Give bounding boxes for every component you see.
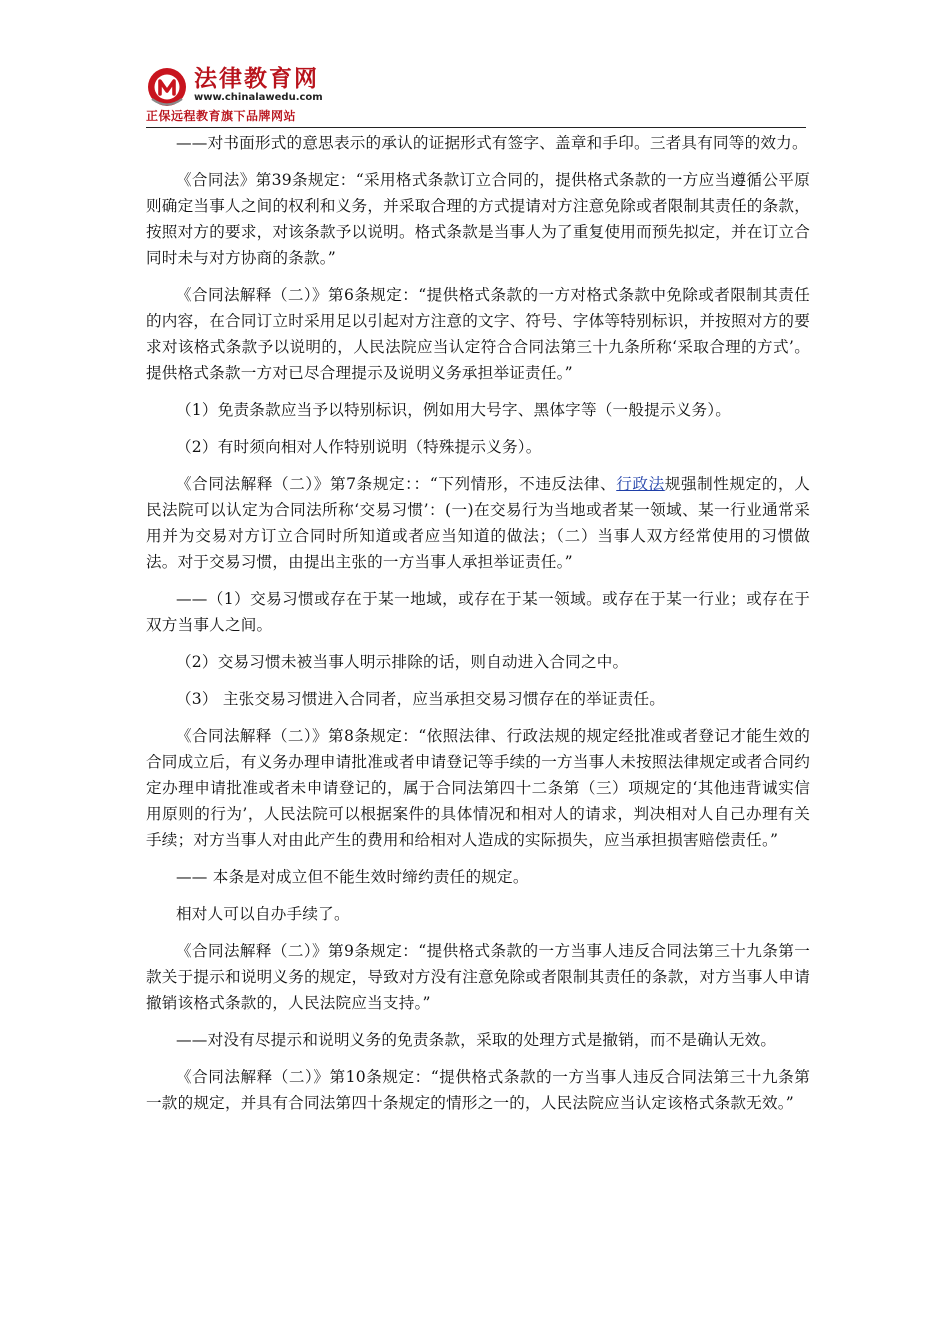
chinalawedu-logo-icon	[146, 66, 188, 108]
paragraph	[146, 471, 810, 575]
logo-slogan: 正保远程教育旗下品牌网站	[146, 109, 297, 123]
administrative-law-link[interactable]: 行政法	[616, 475, 665, 493]
paragraph: ——对书面形式的意思表示的承认的证据形式有签字、盖章和手印。三者具有同等的效力。	[176, 134, 808, 152]
paragraph: （2）有时须向相对人作特别说明（特殊提示义务）。	[176, 438, 542, 456]
paragraph: 《合同法解释（二）》第6条规定：“提供格式条款的一方对格式条款中免除或者限制其责任的内容，在合同订立时采用足以引起对方注意的文字、符号、字体等特别标识，并按照对方的要求对该格式条款予以说明的，人民法院应当认定符合合同法第三十九条所称‘采取合理的方式’。提供格式条款一方对已尽合理提示及说明义务承担举证责任。”	[146, 286, 810, 382]
paragraph: 《合同法》第39条规定：“采用格式条款订立合同的，提供格式条款的一方应当遵循公平原则确定当事人之间的权利和义务，并采取合理的方式提请对方注意免除或者限制其责任的条款，按照对方的要求，对该条款予以说明。格式条款是当事人为了重复使用而预先拟定，并在订立合同时未与对方协商的条款。”	[146, 171, 810, 267]
paragraph: ——（1）交易习惯或存在于某一地域，或存在于某一领域。或存在于某一行业；或存在于双方当事人之间。	[146, 590, 810, 634]
logo-title: 法律教育网	[194, 66, 319, 92]
paragraph: 《合同法解释（二）》第8条规定：“依照法律、行政法规的规定经批准或者登记才能生效的合同成立后，有义务办理申请批准或者申请登记等手续的一方当事人未按照法律规定或者合同约定办理申请批准或者未申请登记的，属于合同法第四十二条第（三）项规定的‘其他违背诚实信用原则的行为’，人民法院可以根据案件的具体情况和相对人的请求，判决相对人自己办理有关手续；对方当事人对由此产生的费用和给相对人造成的实际损失，应当承担损害赔偿责任。”	[146, 727, 810, 849]
paragraph: —— 本条是对成立但不能生效时缔约责任的规定。	[176, 868, 529, 886]
paragraph: （1）免责条款应当予以特别标识，例如用大号字、黑体字等（一般提示义务）。	[176, 401, 732, 419]
paragraph-text: 《合同法解释（二）》第7条规定：：“下列情形，不违反法律、	[176, 475, 617, 493]
paragraph: 《合同法解释（二）》第9条规定：“提供格式条款的一方当事人违反合同法第三十九条第一款关于提示和说明义务的规定，导致对方没有注意免除或者限制其责任的条款，对方当事人申请撤销该格式条款的，人民法院应当支持。”	[146, 942, 810, 1012]
paragraph: 《合同法解释（二）》第10条规定：“提供格式条款的一方当事人违反合同法第三十九条第一款的规定，并具有合同法第四十条规定的情形之一的，人民法院应当认定该格式条款无效。”	[146, 1068, 810, 1112]
document-body	[146, 130, 810, 1127]
paragraph-text: 规强制性规定的，人民法院可以认定为合同法所称‘交易习惯’：(一)在交易行为当地或者某一领域、某一行业通常采用并为交易对方订立合同时所知道或者应当知道的做法；（二）当事人双方经常使用的习惯做法。对于交易习惯，由提出主张的一方当事人承担举证责任。”	[146, 475, 810, 571]
paragraph: ——对没有尽提示和说明义务的免责条款，采取的处理方式是撤销，而不是确认无效。	[176, 1031, 777, 1049]
paragraph: （3） 主张交易习惯进入合同者，应当承担交易习惯存在的举证责任。	[176, 690, 666, 708]
header-divider	[146, 127, 806, 128]
paragraph: 相对人可以自办手续了。	[176, 905, 350, 923]
page-header	[146, 64, 806, 130]
paragraph: （2）交易习惯未被当事人明示排除的话，则自动进入合同之中。	[176, 653, 629, 671]
logo-url: www.chinalawedu.com	[194, 92, 323, 103]
